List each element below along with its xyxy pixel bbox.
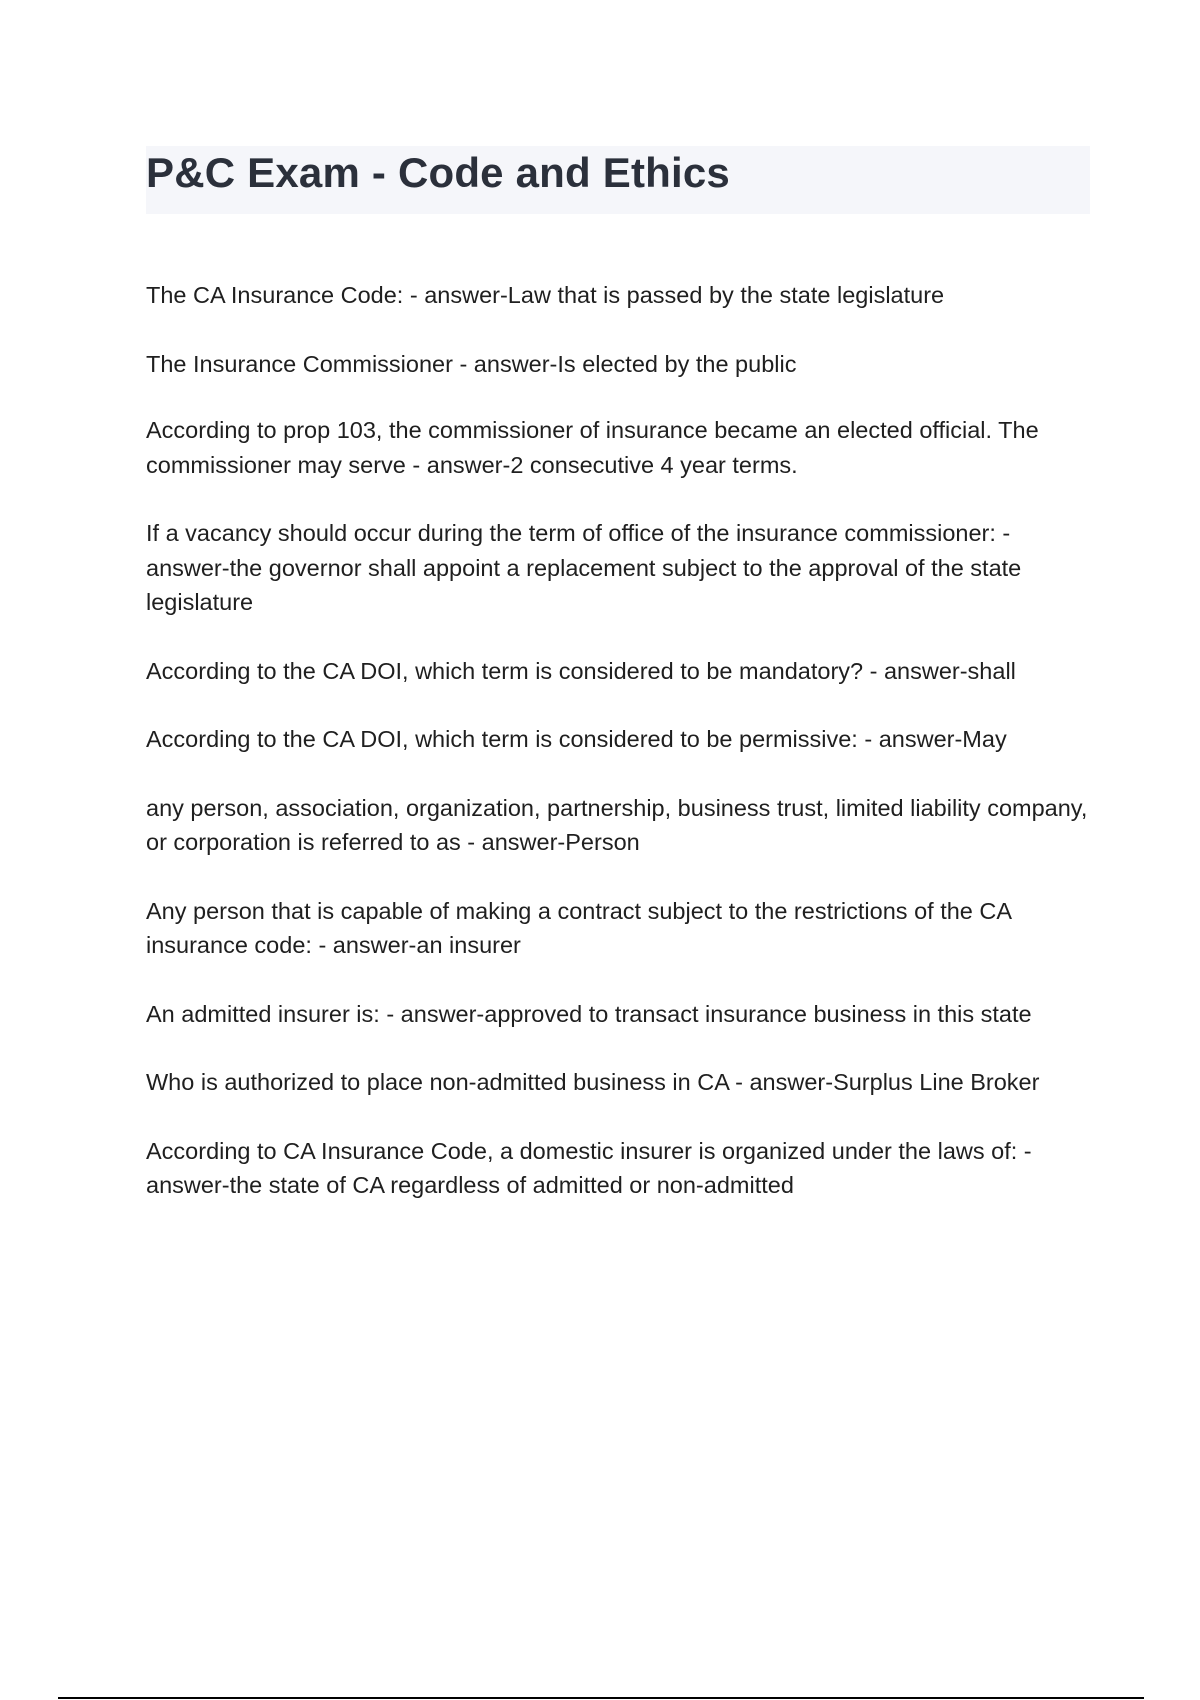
qa-entry: According to prop 103, the commissioner of insurance became an elected official. The commissioner may serve - answer-2 consecutive 4 year terms. <box>146 417 1039 478</box>
qa-entry: If a vacancy should occur during the term of office of the insurance commissioner: - answer-the governor shall appoint a replacement subject to the approval of the state legislature <box>146 520 1022 615</box>
qa-entry: According to the CA DOI, which term is considered to be permissive: - answer-May <box>146 726 1007 752</box>
page-title: P&C Exam - Code and Ethics <box>146 149 730 196</box>
qa-list <box>146 278 1096 1237</box>
qa-entry: The CA Insurance Code: - answer-Law that is passed by the state legislature <box>146 282 945 308</box>
qa-entry: Who is authorized to place non-admitted business in CA - answer-Surplus Line Broker <box>146 1069 1040 1095</box>
title-banner <box>146 146 1090 214</box>
qa-entry: Any person that is capable of making a contract subject to the restrictions of the CA insurance code: - answer-an insurer <box>146 897 1011 958</box>
qa-entry: The Insurance Commissioner - answer-Is elected by the public <box>146 350 797 377</box>
footer-divider <box>58 1697 1144 1699</box>
qa-entry: An admitted insurer is: - answer-approved to transact insurance business in this state <box>146 1000 1032 1027</box>
qa-entry: any person, association, organization, partnership, business trust, limited liability company, or corporation is referred to as - answer-Person <box>146 794 1088 855</box>
qa-entry: According to CA Insurance Code, a domestic insurer is organized under the laws of: - answer-the state of CA regardless of admitted or non-admitted <box>146 1137 1032 1198</box>
qa-entry: According to the CA DOI, which term is considered to be mandatory? - answer-shall <box>146 657 1016 684</box>
